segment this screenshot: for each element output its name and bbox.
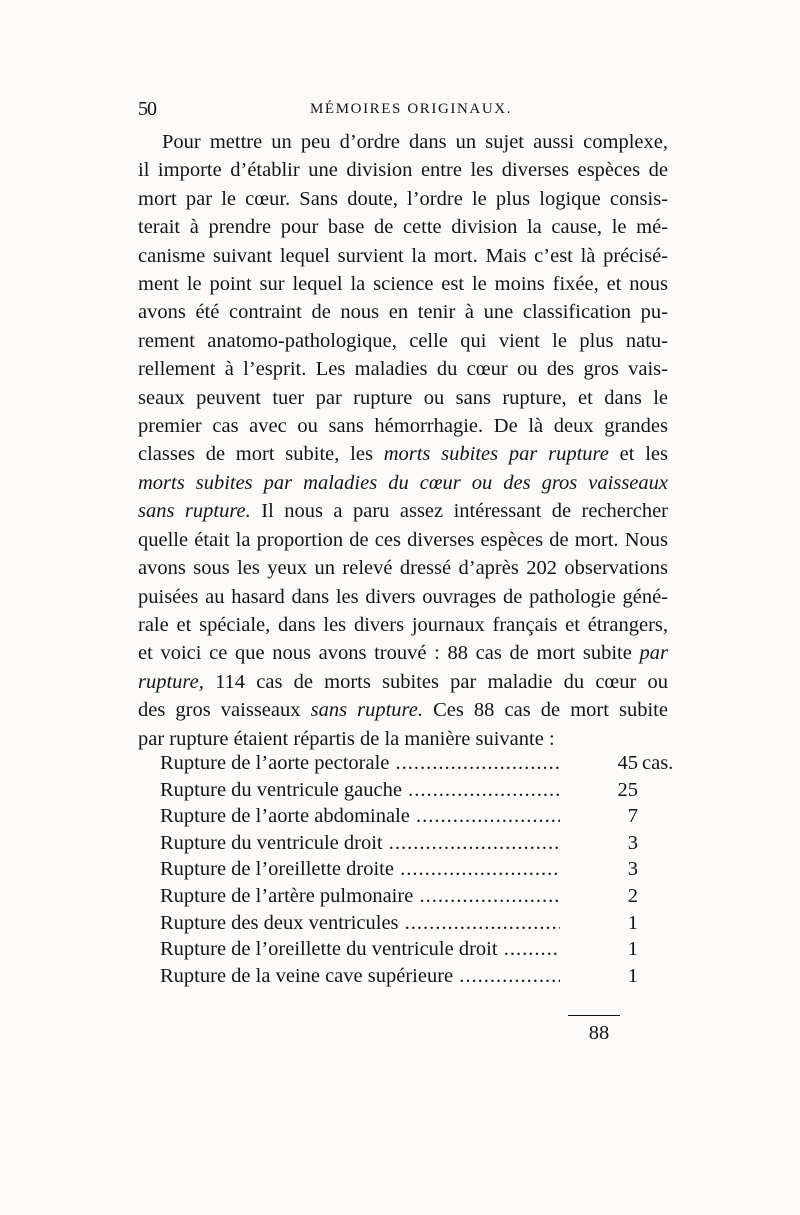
table-row [160, 805, 660, 832]
row-label: Rupture de l’artère pulmonaire ..... [160, 885, 560, 908]
row-count: 1 [627, 911, 638, 934]
italic-phrase: sans rupture. [310, 699, 423, 722]
row-count: 2 [627, 884, 638, 907]
table-row [160, 779, 660, 806]
row-count: 1 [627, 964, 638, 987]
text-line [138, 469, 668, 497]
row-label: Rupture de l’oreillette droite ..... [160, 858, 560, 881]
row-label: Rupture du ventricule gauche ..... [160, 779, 560, 802]
total-rule [568, 1015, 620, 1016]
row-count: 3 [627, 831, 638, 854]
table-row [160, 938, 660, 965]
text-fragment: Il nous a paru assez intéressant de rechercher [250, 500, 669, 523]
text-line: puisées au hasard dans les divers ouvrages de pathologie géné- [138, 585, 668, 608]
row-count: 3 [627, 858, 638, 881]
row-label: Rupture du ventricule droit ..... [160, 832, 560, 855]
table-row [160, 965, 660, 992]
text-line: rement anatomo-pathologique, celle qui vient le plus natu- [138, 329, 668, 352]
text-line: terait à prendre pour base de cette division la cause, le mé- [138, 216, 668, 239]
rupture-table [160, 752, 674, 991]
text-line: ment le point sur lequel la science est le moins fixée, et nous [138, 273, 668, 296]
text-line: Pour mettre un peu d’ordre dans un sujet aussi complexe, [162, 131, 668, 153]
italic-phrase: par [639, 642, 668, 665]
text-line: premier cas avec ou sans hémorrhagie. De là deux grandes [138, 415, 668, 438]
row-label: Rupture de la veine cave supérieure ..... [160, 965, 560, 988]
text-line [138, 497, 668, 525]
text-line: rale et spéciale, dans les divers journaux français et étrangers, [138, 613, 668, 636]
text-fragment: et voici ce que nous avons trouvé : 88 cas de mort subite [138, 642, 640, 665]
text-fragment: des gros vaisseaux [138, 699, 311, 722]
text-line: seaux peuvent tuer par rupture ou sans rupture, et dans le [138, 386, 668, 409]
text-line: rellement à l’esprit. Les maladies du cœur ou des gros vais- [138, 358, 668, 381]
text-line [138, 668, 668, 696]
row-count: 7 [627, 805, 638, 828]
text-line: quelle était la proportion de ces diverses espèces de mort. Nous [138, 528, 668, 551]
table-total: 88 [588, 1022, 610, 1044]
text-line [138, 440, 668, 468]
italic-phrase: morts subites par rupture [383, 443, 609, 466]
text-line: avons sous les yeux un relevé dressé d’après 202 observations [138, 557, 668, 580]
table-row [160, 858, 660, 885]
page-header [138, 98, 668, 124]
text-fragment: et les [608, 443, 668, 466]
table-row [160, 752, 674, 779]
table-row [160, 832, 660, 859]
body-paragraph [138, 128, 668, 753]
row-label: Rupture des deux ventricules ..... [160, 912, 560, 935]
running-head: MÉMOIRES ORIGINAUX. [310, 101, 513, 117]
row-count: 1 [627, 938, 638, 961]
page-number: 50 [138, 98, 156, 120]
table-row [160, 885, 660, 912]
row-count: 25 [617, 778, 638, 801]
text-fragment: 114 cas de morts subites par maladie du cœur ou [203, 670, 668, 693]
row-label: Rupture de l’aorte abdominale ..... [160, 805, 560, 828]
text-fragment: Ces 88 cas de mort subite [423, 699, 668, 722]
row-unit: cas. [642, 752, 674, 774]
italic-phrase: rupture, [138, 670, 204, 693]
italic-phrase: sans rupture. [138, 500, 251, 523]
row-count: 45 [617, 752, 638, 774]
text-line: canisme suivant lequel survient la mort. Mais c’est là précisé- [138, 244, 668, 267]
text-line: par rupture étaient répartis de la manière suivante : [138, 727, 555, 750]
italic-phrase: morts subites par maladies du cœur ou des gros vaisseaux [138, 471, 668, 494]
table-row [160, 912, 660, 939]
row-label: Rupture de l’aorte pectorale ..... [160, 752, 560, 775]
row-label: Rupture de l’oreillette du ventricule droit ..... [160, 938, 560, 961]
text-line [138, 639, 668, 667]
text-line: mort par le cœur. Sans doute, l’ordre le plus logique consis- [138, 187, 668, 210]
text-line: avons été contraint de nous en tenir à une classification pu- [138, 301, 668, 324]
text-fragment: classes de mort subite, les [138, 443, 384, 466]
text-line: il importe d’établir une division entre les diverses espèces de [138, 159, 668, 182]
text-line [138, 696, 668, 724]
